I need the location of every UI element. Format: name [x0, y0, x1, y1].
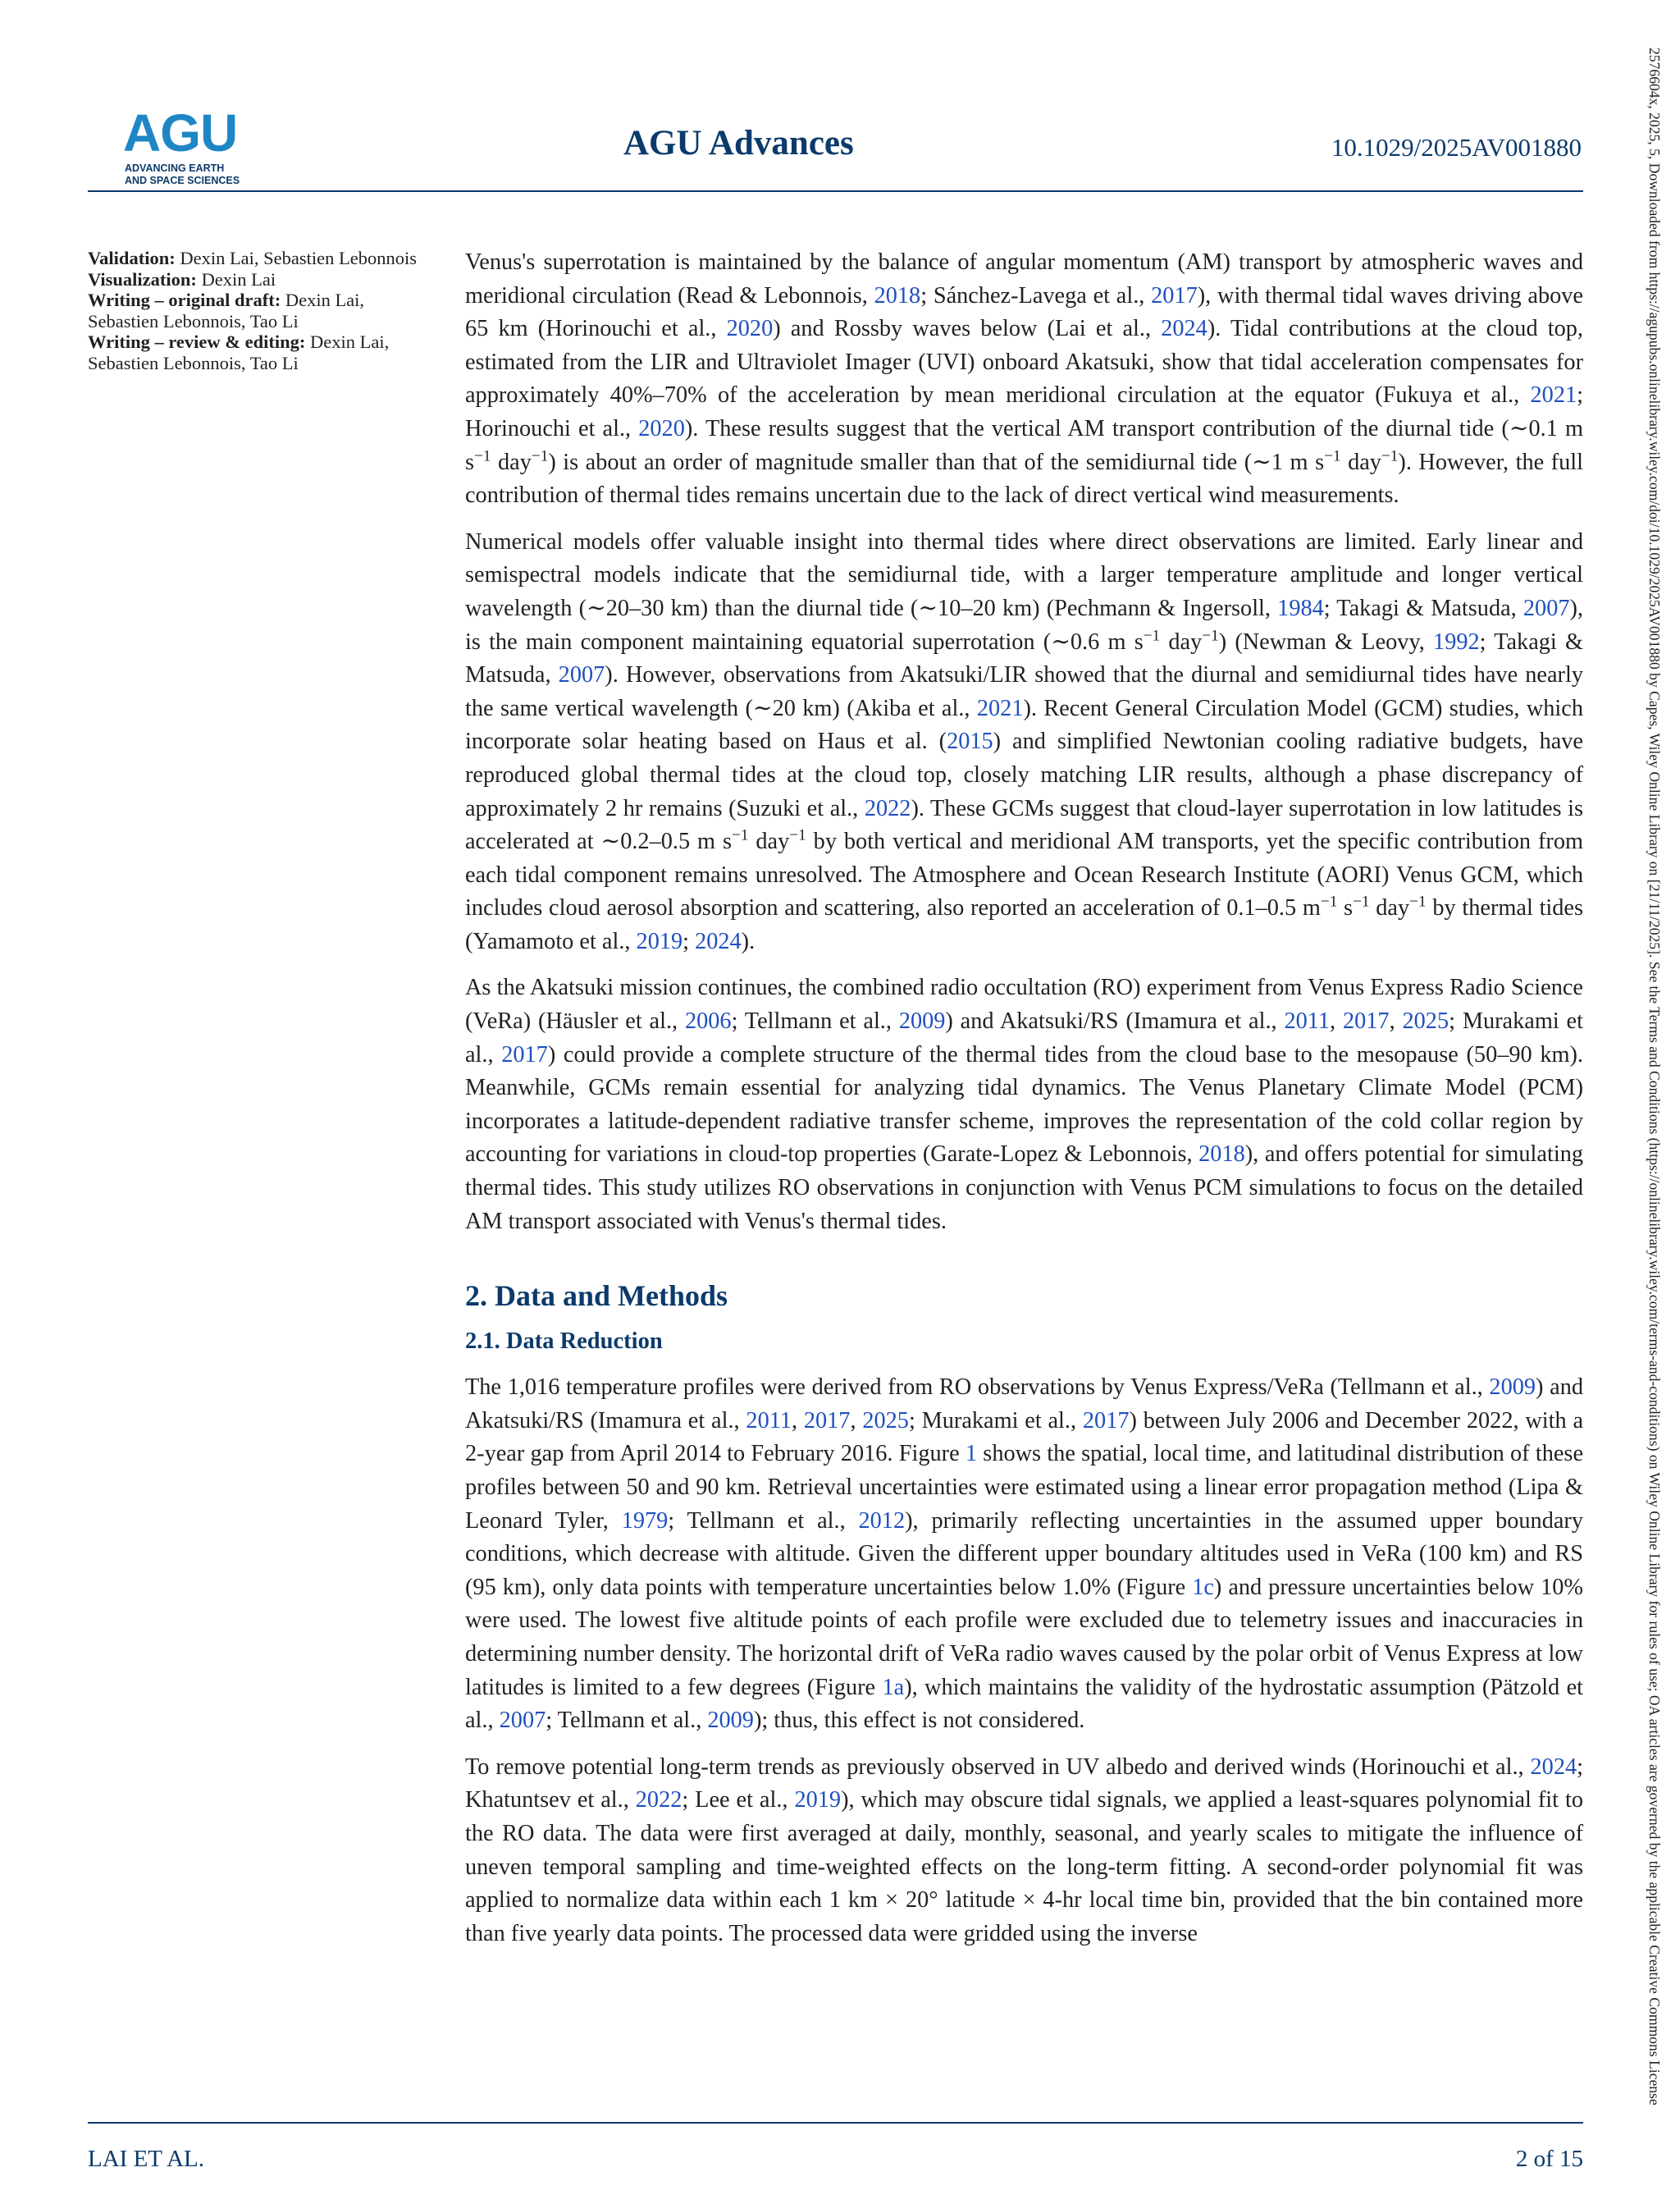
text-run: ; Takagi & Matsuda, [465, 629, 1583, 688]
paragraph [465, 526, 1583, 959]
text-run: As the Akatsuki mission continues, the combined radio occultation (RO) experiment from Venus Express Radio Science (VeRa) (Häusler et al., [465, 975, 1583, 1035]
superscript: −1 [1143, 626, 1161, 644]
text-run: ), and offers potential for simulating thermal tides. This study utilizes RO observations in conjunction with Venus PCM simulations to focus on the detailed AM transport associated with Venus's thermal tides. [465, 1141, 1583, 1234]
text-run: ), is the main component maintaining equatorial superrotation (∼0.6 m s [465, 595, 1583, 655]
text-run: Venus's superrotation is maintained by the balance of angular momentum (AM) transport by atmospheric waves and meridional circulation (Read & Lebonnois, [465, 249, 1583, 309]
text-run: day [748, 829, 790, 855]
citation-link[interactable]: 2020 [638, 415, 685, 441]
text-run: ) could provide a complete structure of the thermal tides from the cloud base to the mesopause (50–90 km). Meanwhile, GCMs remain essential for analyzing tidal dynamics. The Venus Planetary Climate Model (PCM) incorporates a latitude-dependent radiative transfer scheme, improves the representation of the cold collar region by accounting for variations in cloud-top properties (Garate-Lopez & Lebonnois, [465, 1041, 1583, 1168]
superscript: −1 [1320, 893, 1338, 911]
text-run: day [491, 449, 532, 475]
text-run: ) is about an order of magnitude smaller than that of the semidiurnal tide (∼1 m s [548, 449, 1325, 475]
text-run: ; [682, 928, 696, 954]
text-run: ), which may obscure tidal signals, we applied a least-squares polynomial fit to the RO data. The data were first averaged at daily, monthly, seasonal, and yearly scales to mitigate the influence of uneven temporal sampling and time-weighted effects on the long-term fitting. A second-order polynomial fit was applied to normalize data within each 1 km × 20° latitude × 4-hr local time bin, provided that the bin contained more than five yearly data points. The processed data were gridded using the inverse [465, 1787, 1583, 1946]
text-run: To remove potential long-term trends as previously observed in UV albedo and derived winds (Horinouchi et al., [465, 1754, 1531, 1780]
header-rule [88, 190, 1583, 192]
citation-link[interactable]: 2019 [794, 1787, 842, 1813]
citation-link[interactable]: 2017 [1151, 282, 1198, 309]
superscript: −1 [732, 826, 749, 844]
main-text [465, 246, 1583, 1964]
footer-authors: LAI ET AL. [88, 2146, 205, 2172]
citation-link[interactable]: 2017 [501, 1041, 548, 1068]
section-heading: 2. Data and Methods [465, 1279, 728, 1313]
text-run: ) and Rossby waves below (Lai et al., [773, 316, 1162, 342]
paragraph [465, 1751, 1583, 1951]
superscript: −1 [1381, 446, 1399, 464]
citation-link[interactable]: 2017 [1342, 1008, 1390, 1035]
citation-link[interactable]: 2007 [558, 662, 605, 688]
citation-link[interactable]: 1c [1192, 1574, 1214, 1600]
superscript: −1 [789, 826, 806, 844]
text-run: ). Recent General Circulation Model (GCM) studies, which incorporate solar heating based on Haus et al. ( [465, 695, 1583, 755]
journal-title: AGU Advances [623, 124, 854, 162]
text-run: shows the spatial, local time, and latitudinal distribution of these profiles between 50 and 90 km. Retrieval uncertainties were estimated using a linear error propagation method (Lipa & Leonard Tyler, [465, 1441, 1584, 1534]
text-run: ; Tellmann et al., [668, 1507, 859, 1534]
text-run: ) and Akatsuki/RS (Imamura et al., [945, 1008, 1285, 1035]
text-run: day [1160, 629, 1203, 655]
logo-wordmark: AGU [123, 103, 238, 162]
text-run: by thermal tides (Yamamoto et al., [465, 895, 1584, 954]
text-run: ). [741, 928, 756, 954]
text-run: The 1,016 temperature profiles were derived from RO observations by Venus Express/VeRa (Tellmann et al., [465, 1374, 1490, 1401]
text-run: ) and pressure uncertainties below 10% were used. The lowest five altitude points of each profile were excluded due to telemetry issues and inaccuracies in determining number density. The horizontal drift of VeRa radio waves caused by the polar orbit of Venus Express at low latitudes is limited to a few degrees (Figure [465, 1574, 1583, 1700]
page-number: 2 of 15 [1515, 2146, 1583, 2172]
citation-link[interactable]: 2025 [1402, 1008, 1449, 1035]
citation-link[interactable]: 1979 [621, 1507, 669, 1534]
citation-link[interactable]: 2024 [1530, 1754, 1577, 1780]
text-run: , [791, 1407, 804, 1434]
citation-link[interactable]: 2025 [862, 1407, 909, 1434]
contribution-writing-review: Writing – review & editing: Dexin Lai, Sebastien Lebonnois, Tao Li [88, 332, 390, 373]
contribution-validation: Validation: Dexin Lai, Sebastien Lebonnois [88, 248, 418, 268]
text-run: ), with thermal tidal waves driving above 65 km (Horinouchi et al., [465, 282, 1583, 342]
citation-link[interactable]: 2019 [636, 928, 683, 954]
text-run: , [1389, 1008, 1403, 1035]
text-run: ; Lee et al., [682, 1787, 795, 1813]
citation-link[interactable]: 2009 [707, 1708, 754, 1734]
text-run: ; Tellmann et al., [546, 1708, 708, 1734]
citation-link[interactable]: 1a [882, 1674, 905, 1700]
citation-link[interactable]: 2017 [803, 1407, 851, 1434]
superscript: −1 [474, 446, 491, 464]
citation-link[interactable]: 2009 [898, 1008, 946, 1035]
superscript: −1 [1409, 893, 1427, 911]
citation-link[interactable]: 2006 [684, 1008, 732, 1035]
text-run: ) and Akatsuki/RS (Imamura et al., [465, 1374, 1583, 1434]
text-run: ); thus, this effect is not considered. [753, 1708, 1085, 1734]
citation-link[interactable]: 2007 [499, 1708, 546, 1734]
superscript: −1 [1324, 446, 1341, 464]
citation-link[interactable]: 2018 [874, 282, 921, 309]
paragraph [465, 246, 1583, 513]
text-run: day [1369, 895, 1410, 921]
text-run: ) (Newman & Leovy, [1218, 629, 1434, 655]
text-run: , [850, 1407, 863, 1434]
citation-link[interactable]: 2024 [695, 928, 742, 954]
text-run: ; Takagi & Matsuda, [1323, 595, 1523, 621]
doi: 10.1029/2025AV001880 [1331, 133, 1582, 162]
citation-link[interactable]: 2017 [1082, 1407, 1130, 1434]
paragraph [465, 1371, 1583, 1738]
download-notice: 2576604x, 2025, 5, Downloaded from https://agupubs.onlinelibrary.wiley.com/doi/10.1029/2025AV001880 by Capes, Wiley Online Library on [21/11/2025]. See the Terms and Conditions (https://onlinelibrary.wiley.com/terms-and-conditions) on Wiley Online Library for rules of use; OA articles are governed by the applicable Creative Commons License [1646, 48, 1663, 2106]
text-run: ; Murakami et al., [908, 1407, 1083, 1434]
citation-link[interactable]: 2012 [858, 1507, 906, 1534]
text-run: ). However, observations from Akatsuki/LIR showed that the diurnal and semidiurnal tides have nearly the same vertical wavelength (∼20 km) (Akiba et al., [465, 662, 1583, 721]
citation-link[interactable]: 2009 [1489, 1374, 1536, 1401]
contribution-visualization: Visualization: Dexin Lai [88, 268, 276, 290]
text-run: day [1340, 449, 1381, 475]
text-run: ). Tidal contributions at the cloud top, estimated from the LIR and Ultraviolet Imager (UVI) onboard Akatsuki, show that tidal acceleration compensates for approximately 40%–70% of the acceleration by mean meridional circulation at the equator (Fukuya et al., [465, 316, 1584, 409]
citation-link[interactable]: 2015 [947, 729, 993, 755]
text-run: ) between July 2006 and December 2022, with a 2-year gap from April 2014 to February 2016. Figure [465, 1407, 1584, 1467]
text-run: by both vertical and meridional AM transports, yet the specific contribution from each tidal component remains unresolved. The Atmosphere and Ocean Research Institute (AORI) Venus GCM, which includes cloud aerosol absorption and scattering, also reported an acceleration of 0.1–0.5 m [465, 829, 1583, 921]
text-run: ; Khatuntsev et al., [465, 1754, 1583, 1813]
text-run: ; Horinouchi et al., [465, 382, 1583, 441]
citation-link[interactable]: 2007 [1522, 595, 1570, 621]
citation-link[interactable]: 2024 [1161, 316, 1208, 342]
contribution-writing-draft: Writing – original draft: Dexin Lai, Sebastien Lebonnois, Tao Li [88, 290, 365, 332]
text-run: ), primarily reflecting uncertainties in the assumed upper boundary conditions, which decrease with altitude. Given the different upper boundary altitudes used in VeRa (100 km) and RS (95 km), only data points with temperature uncertainties below 1.0% (Figure [465, 1507, 1583, 1600]
text-run: ; Murakami et al., [465, 1008, 1583, 1068]
text-run: ) and simplified Newtonian cooling radiative budgets, have reproduced global thermal tides at the cloud top, closely matching LIR results, although a phase discrepancy of approximately 2 hr remains (Suzuki et al., [465, 729, 1583, 821]
text-run: ; Tellmann et al., [731, 1008, 899, 1035]
text-run: Numerical models offer valuable insight into thermal tides where direct observations are limited. Early linear and semispectral models indicate that the semidiurnal tide, with a larger temperature amplitude and longer vertical wavelength (∼20–30 km) than the diurnal tide (∼10–20 km) (Pechmann & Ingersoll, [465, 528, 1583, 621]
citation-link[interactable]: 2021 [1530, 382, 1577, 409]
text-run: ). However, the full contribution of thermal tides remains uncertain due to the lack of direct vertical wind measurements. [465, 449, 1583, 509]
citation-link[interactable]: 2020 [726, 316, 774, 342]
superscript: −1 [1353, 893, 1370, 911]
text-run: ; Sánchez-Lavega et al., [920, 282, 1152, 309]
footer-rule [88, 2122, 1583, 2124]
text-run: ), which maintains the validity of the hydrostatic assumption (Pätzold et al., [465, 1674, 1583, 1734]
logo-tagline: ADVANCING EARTH AND SPACE SCIENCES [125, 162, 240, 186]
citation-link[interactable]: 2022 [864, 795, 911, 821]
citation-link[interactable]: 2011 [1284, 1008, 1331, 1035]
text-run: ). These GCMs suggest that cloud-layer superrotation in low latitudes is accelerated at ∼0.2–0.5 m s [465, 795, 1583, 855]
citation-link[interactable]: 2018 [1198, 1141, 1245, 1168]
subsection-heading: 2.1. Data Reduction [465, 1328, 663, 1355]
citation-link[interactable]: 2011 [746, 1407, 792, 1434]
agu-logo [123, 103, 254, 189]
citation-link[interactable]: 1984 [1277, 595, 1324, 621]
citation-link[interactable]: 1 [965, 1441, 978, 1467]
text-run: , [1330, 1008, 1343, 1035]
text-run: ). These results suggest that the vertical AM transport contribution of the diurnal tide (∼0.1 m s [465, 415, 1583, 475]
text-run: s [1337, 895, 1354, 921]
citation-link[interactable]: 2021 [976, 695, 1024, 721]
citation-link[interactable]: 1992 [1433, 629, 1480, 655]
citation-link[interactable]: 2022 [635, 1787, 682, 1813]
author-contributions [88, 248, 432, 373]
paragraph [465, 972, 1583, 1238]
superscript: −1 [531, 446, 549, 464]
superscript: −1 [1202, 626, 1219, 644]
